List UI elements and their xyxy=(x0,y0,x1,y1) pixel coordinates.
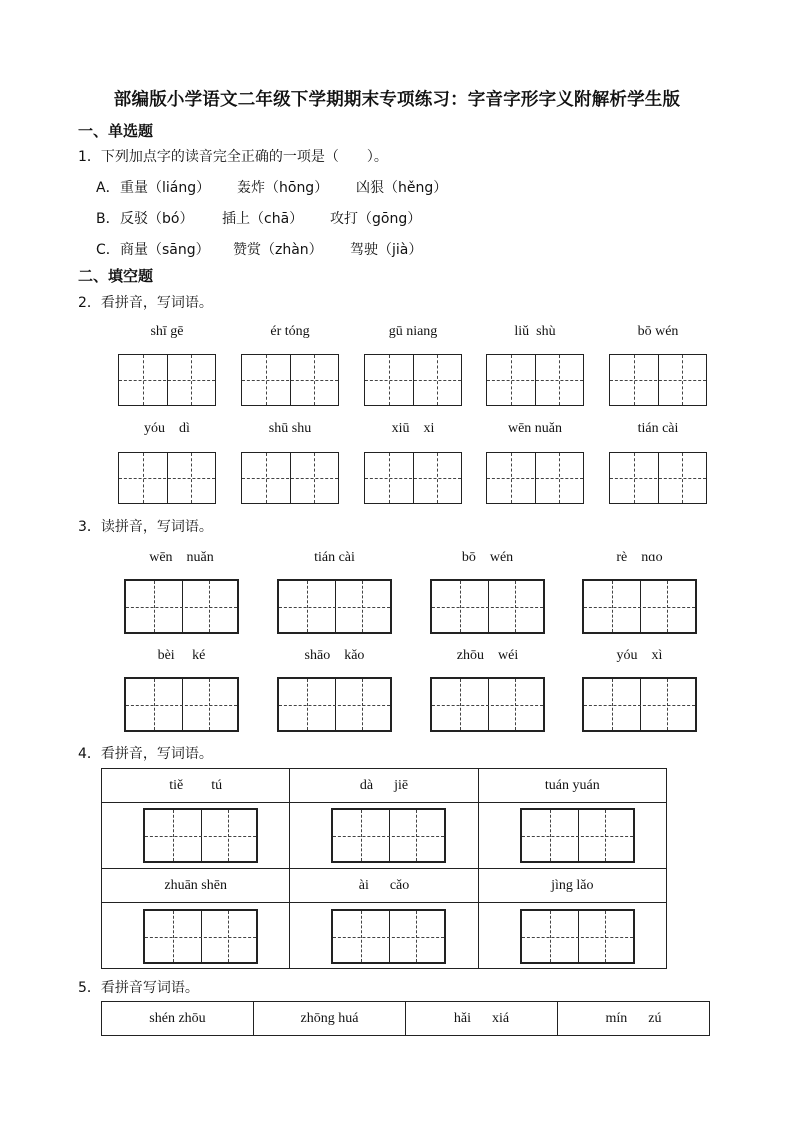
q4-pinyin-cell: ài cǎo xyxy=(290,869,478,903)
q2-pinyin: yóu dì xyxy=(144,421,190,436)
option-c-item-3: 驾驶（jià） xyxy=(350,242,423,258)
option-c-label[interactable]: C． xyxy=(96,242,120,258)
q2-pinyin: tián cài xyxy=(637,421,679,436)
writing-grid[interactable] xyxy=(520,808,635,863)
writing-grid[interactable] xyxy=(609,452,707,504)
question-1-stem: 1．下列加点字的读音完全正确的一项是（ ）。 xyxy=(78,149,388,165)
q5-pinyin-cell: mín zú xyxy=(558,1002,710,1036)
option-b-item-2: 插上（chā） xyxy=(222,211,304,227)
q5-pinyin-cell: hǎi xiá xyxy=(406,1002,558,1036)
q2-pinyin: liǔ shù xyxy=(514,324,556,339)
q2-pinyin: shī gē xyxy=(150,324,184,339)
option-b-item-3: 攻打（gōng） xyxy=(330,211,422,227)
writing-grid[interactable] xyxy=(486,354,584,406)
writing-grid[interactable] xyxy=(331,808,446,863)
q3-pinyin: shāo kǎo xyxy=(304,648,365,663)
q3-pinyin: yóu xì xyxy=(616,648,663,663)
option-a-item-1: 重量（liáng） xyxy=(120,180,211,196)
q3-pinyin: bèi ké xyxy=(157,648,206,663)
section-heading-fill-in: 二、填空题 xyxy=(78,267,154,285)
option-b-item-1: 反驳（bó） xyxy=(120,211,194,227)
option-c-item-1: 商量（sāng） xyxy=(120,242,210,258)
writing-grid[interactable] xyxy=(143,909,258,964)
writing-grid[interactable] xyxy=(520,909,635,964)
section-heading-single-choice: 一、单选题 xyxy=(78,122,154,140)
writing-grid[interactable] xyxy=(582,677,697,732)
writing-grid[interactable] xyxy=(143,808,258,863)
q2-pinyin: bō wén xyxy=(637,324,679,339)
question-3-stem: 3．读拼音，写词语。 xyxy=(78,519,213,535)
writing-grid[interactable] xyxy=(364,354,462,406)
q2-pinyin: xiū xi xyxy=(391,421,435,436)
option-a-item-3: 凶狠（hěng） xyxy=(356,180,448,196)
writing-grid[interactable] xyxy=(124,677,239,732)
q4-pinyin-cell: zhuān shēn xyxy=(102,869,290,903)
writing-grid[interactable] xyxy=(241,354,339,406)
q4-pinyin-cell: jìng lǎo xyxy=(478,869,666,903)
writing-grid[interactable] xyxy=(364,452,462,504)
writing-grid[interactable] xyxy=(124,579,239,634)
writing-grid[interactable] xyxy=(277,579,392,634)
writing-grid[interactable] xyxy=(118,354,216,406)
question-5-stem: 5．看拼音写词语。 xyxy=(78,980,199,996)
q3-pinyin: wēn nuǎn xyxy=(149,550,214,565)
option-c-item-2: 赞赏（zhàn） xyxy=(233,242,323,258)
q2-pinyin: gū niang xyxy=(388,324,438,339)
writing-grid[interactable] xyxy=(118,452,216,504)
q4-pinyin-cell: tiě tú xyxy=(102,769,290,803)
q5-pinyin-cell: shén zhōu xyxy=(102,1002,254,1036)
writing-grid[interactable] xyxy=(277,677,392,732)
q3-pinyin: tián cài xyxy=(314,550,355,565)
q4-pinyin-cell: dà jiē xyxy=(290,769,478,803)
writing-grid[interactable] xyxy=(430,677,545,732)
q3-pinyin: zhōu wéi xyxy=(456,648,519,663)
q5-table xyxy=(101,1001,710,1036)
writing-grid[interactable] xyxy=(582,579,697,634)
question-4-stem: 4．看拼音，写词语。 xyxy=(78,746,213,762)
page-title: 部编版小学语文二年级下学期期末专项练习：字音字形字义附解析学生版 xyxy=(113,90,681,110)
writing-grid[interactable] xyxy=(241,452,339,504)
option-a-label[interactable]: A． xyxy=(96,180,120,196)
writing-grid[interactable] xyxy=(430,579,545,634)
writing-grid[interactable] xyxy=(609,354,707,406)
question-2-stem: 2．看拼音，写词语。 xyxy=(78,295,213,311)
q3-pinyin: bō wén xyxy=(461,550,514,565)
q5-pinyin-cell: zhōng huá xyxy=(254,1002,406,1036)
writing-grid[interactable] xyxy=(486,452,584,504)
q2-pinyin: wēn nuǎn xyxy=(507,421,563,436)
option-b-label[interactable]: B． xyxy=(96,211,120,227)
q3-pinyin: rè nɑo xyxy=(616,550,663,565)
q4-pinyin-cell: tuán yuán xyxy=(478,769,666,803)
writing-grid[interactable] xyxy=(331,909,446,964)
q2-pinyin: shū shu xyxy=(268,421,312,436)
q2-pinyin: ér tóng xyxy=(270,324,310,339)
option-a-item-2: 轰炸（hōng） xyxy=(237,180,329,196)
